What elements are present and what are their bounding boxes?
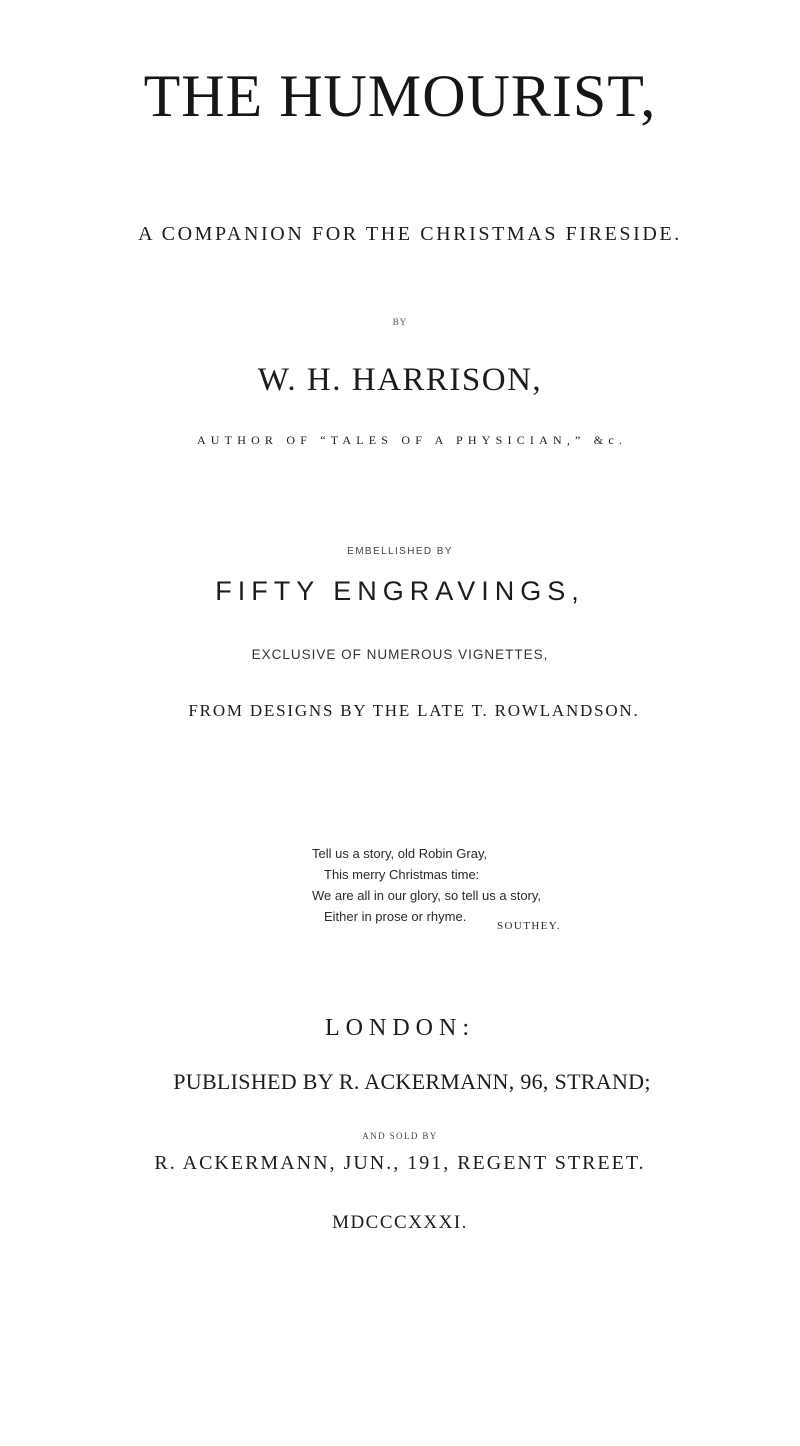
vignettes-note: EXCLUSIVE OF NUMEROUS VIGNETTES, [251, 647, 549, 662]
epigraph-attribution: SOUTHEY. [497, 920, 561, 932]
imprint-publisher: PUBLISHED BY R. ACKERMANN, 96, STRAND; [173, 1069, 651, 1094]
designs-credit: FROM DESIGNS BY THE LATE T. ROWLANDSON. [188, 701, 640, 720]
epigraph-line: Tell us a story, old Robin Gray, [312, 846, 488, 861]
embellished-by-label: EMBELLISHED BY [347, 546, 453, 557]
book-subtitle: A COMPANION FOR THE CHRISTMAS FIRESIDE. [138, 223, 682, 245]
author-credentials: AUTHOR OF “TALES OF A PHYSICIAN,” &c. [196, 433, 628, 447]
epigraph-line: This merry Christmas time: [324, 867, 480, 882]
epigraph-line: Either in prose or rhyme. [324, 909, 467, 924]
imprint-city: LONDON: [325, 1015, 475, 1041]
imprint-seller: R. ACKERMANN, JUN., 191, REGENT STREET. [154, 1152, 646, 1174]
imprint-date: MDCCCXXXI. [332, 1212, 468, 1233]
epigraph-line: We are all in our glory, so tell us a story, [312, 888, 542, 903]
engravings-heading: FIFTY ENGRAVINGS, [215, 576, 585, 606]
imprint-sold-by-label: AND SOLD BY [362, 1131, 438, 1141]
epigraph [312, 843, 632, 927]
book-title: THE HUMOURIST, [143, 63, 657, 129]
author-name: W. H. HARRISON, [257, 362, 543, 398]
by-label: BY [392, 317, 408, 327]
